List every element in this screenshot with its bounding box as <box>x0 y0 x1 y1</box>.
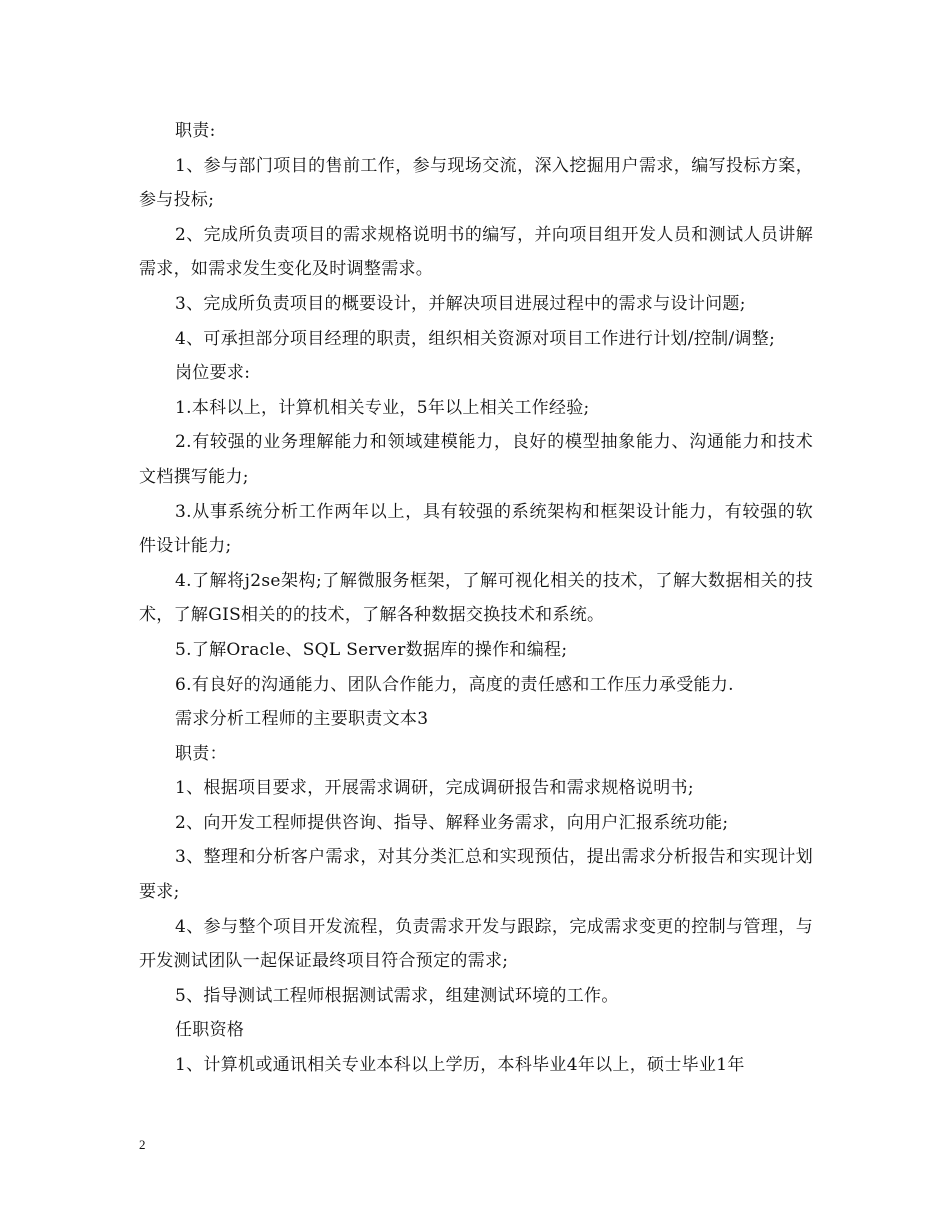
paragraph: 3、完成所负责项目的概要设计，并解决项目进展过程中的需求与设计问题; <box>175 293 746 314</box>
paragraph: 5、指导测试工程师根据测试需求，组建测试环境的工作。 <box>175 985 619 1006</box>
paragraph: 岗位要求: <box>175 363 251 384</box>
paragraph: 2.有较强的业务理解能力和领域建模能力，良好的模型抽象能力、沟通能力和技术文档撰写能力; <box>139 432 813 487</box>
paragraph: 6.有良好的沟通能力、团队合作能力，高度的责任感和工作压力承受能力. <box>175 674 734 695</box>
document-body <box>139 114 813 1083</box>
paragraph: 4、参与整个项目开发流程，负责需求开发与跟踪，完成需求变更的控制与管理，与开发测试团队一起保证最终项目符合预定的需求; <box>139 916 813 972</box>
page-number: 2 <box>139 1137 146 1152</box>
paragraph: 1、根据项目要求，开展需求调研，完成调研报告和需求规格说明书; <box>175 778 694 799</box>
paragraph: 职责： <box>175 743 227 764</box>
paragraph: 任职资格 <box>175 1020 245 1041</box>
paragraph: 1.本科以上，计算机相关专业，5年以上相关工作经验; <box>175 397 590 418</box>
paragraph: 2、向开发工程师提供咨询、指导、解释业务需求，向用户汇报系统功能; <box>175 812 729 833</box>
paragraph: 职责: <box>175 121 216 141</box>
paragraph: 4、可承担部分项目经理的职责，组织相关资源对项目工作进行计划/控制/调整; <box>175 328 776 349</box>
paragraph: 3、整理和分析客户需求，对其分类汇总和实现预估，提出需求分析报告和实现计划要求; <box>139 847 813 903</box>
paragraph: 5.了解Oracle、SQL Server数据库的操作和编程; <box>175 639 568 660</box>
section-title: 需求分析工程师的主要职责文本3 <box>175 709 429 730</box>
paragraph: 4.了解将j2se架构;了解微服务框架，了解可视化相关的技术，了解大数据相关的技术，了解GIS相关的的技术，了解各种数据交换技术和系统。 <box>139 570 813 626</box>
paragraph: 1、参与部门项目的售前工作，参与现场交流，深入挖掘用户需求，编写投标方案，参与投标; <box>139 155 813 211</box>
paragraph: 3.从事系统分析工作两年以上，具有较强的系统架构和框架设计能力，有较强的软件设计能力; <box>139 501 813 557</box>
paragraph: 2、完成所负责项目的需求规格说明书的编写，并向项目组开发人员和测试人员讲解需求，如需求发生变化及时调整需求。 <box>139 224 813 280</box>
paragraph: 1、计算机或通讯相关专业本科以上学历，本科毕业4年以上，硕士毕业1年 <box>175 1055 745 1076</box>
